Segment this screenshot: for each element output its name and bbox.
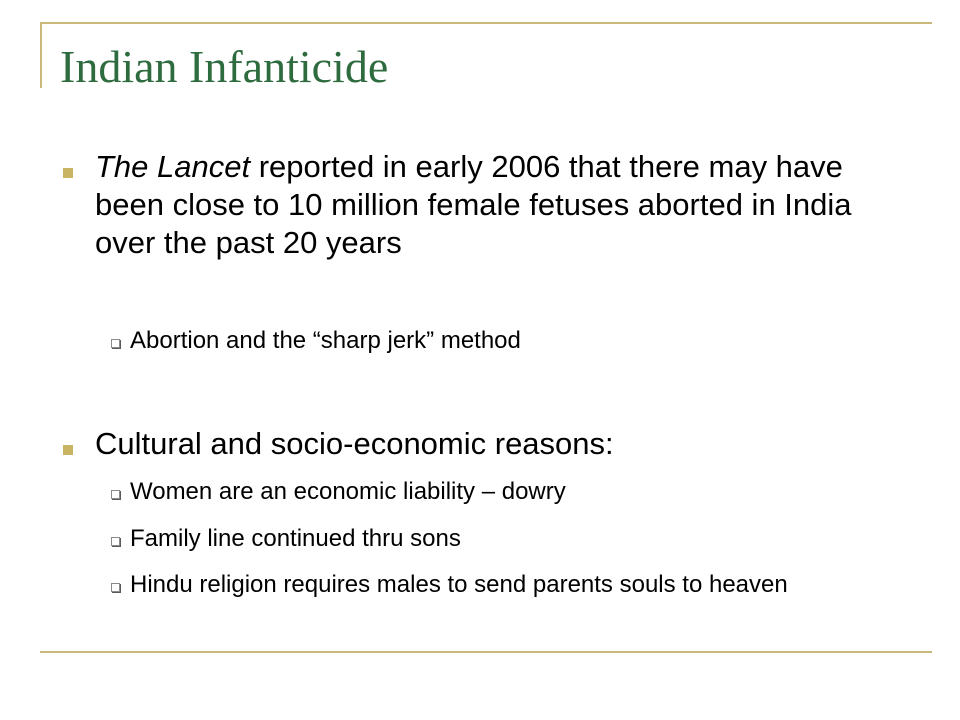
top-rule [40, 22, 932, 24]
left-rule [40, 22, 42, 88]
bullet-text: Cultural and socio-economic reasons: [95, 426, 614, 461]
bullet-body: reported in early 2006 that there may have been close to 10 million female fetuses aborted in India over the past 20 years [95, 149, 852, 260]
sub-bullet-text: Abortion and the “sharp jerk” method [130, 327, 521, 354]
sub-bullet-text: Hindu religion requires males to send parents souls to heaven [130, 571, 788, 598]
bullet-text [95, 148, 855, 262]
bottom-rule [40, 651, 932, 653]
sub-bullet-marker [111, 583, 120, 592]
sub-bullet-text: Women are an economic liability – dowry [130, 478, 566, 505]
source-name: The Lancet [95, 149, 251, 184]
sub-bullet-text: Family line continued thru sons [130, 525, 461, 552]
sub-bullet-marker [111, 490, 120, 499]
sub-bullet-marker [111, 339, 120, 348]
bullet-marker [63, 445, 73, 455]
sub-bullet-marker [111, 537, 120, 546]
bullet-marker [63, 168, 73, 178]
slide-title: Indian Infanticide [60, 41, 389, 92]
